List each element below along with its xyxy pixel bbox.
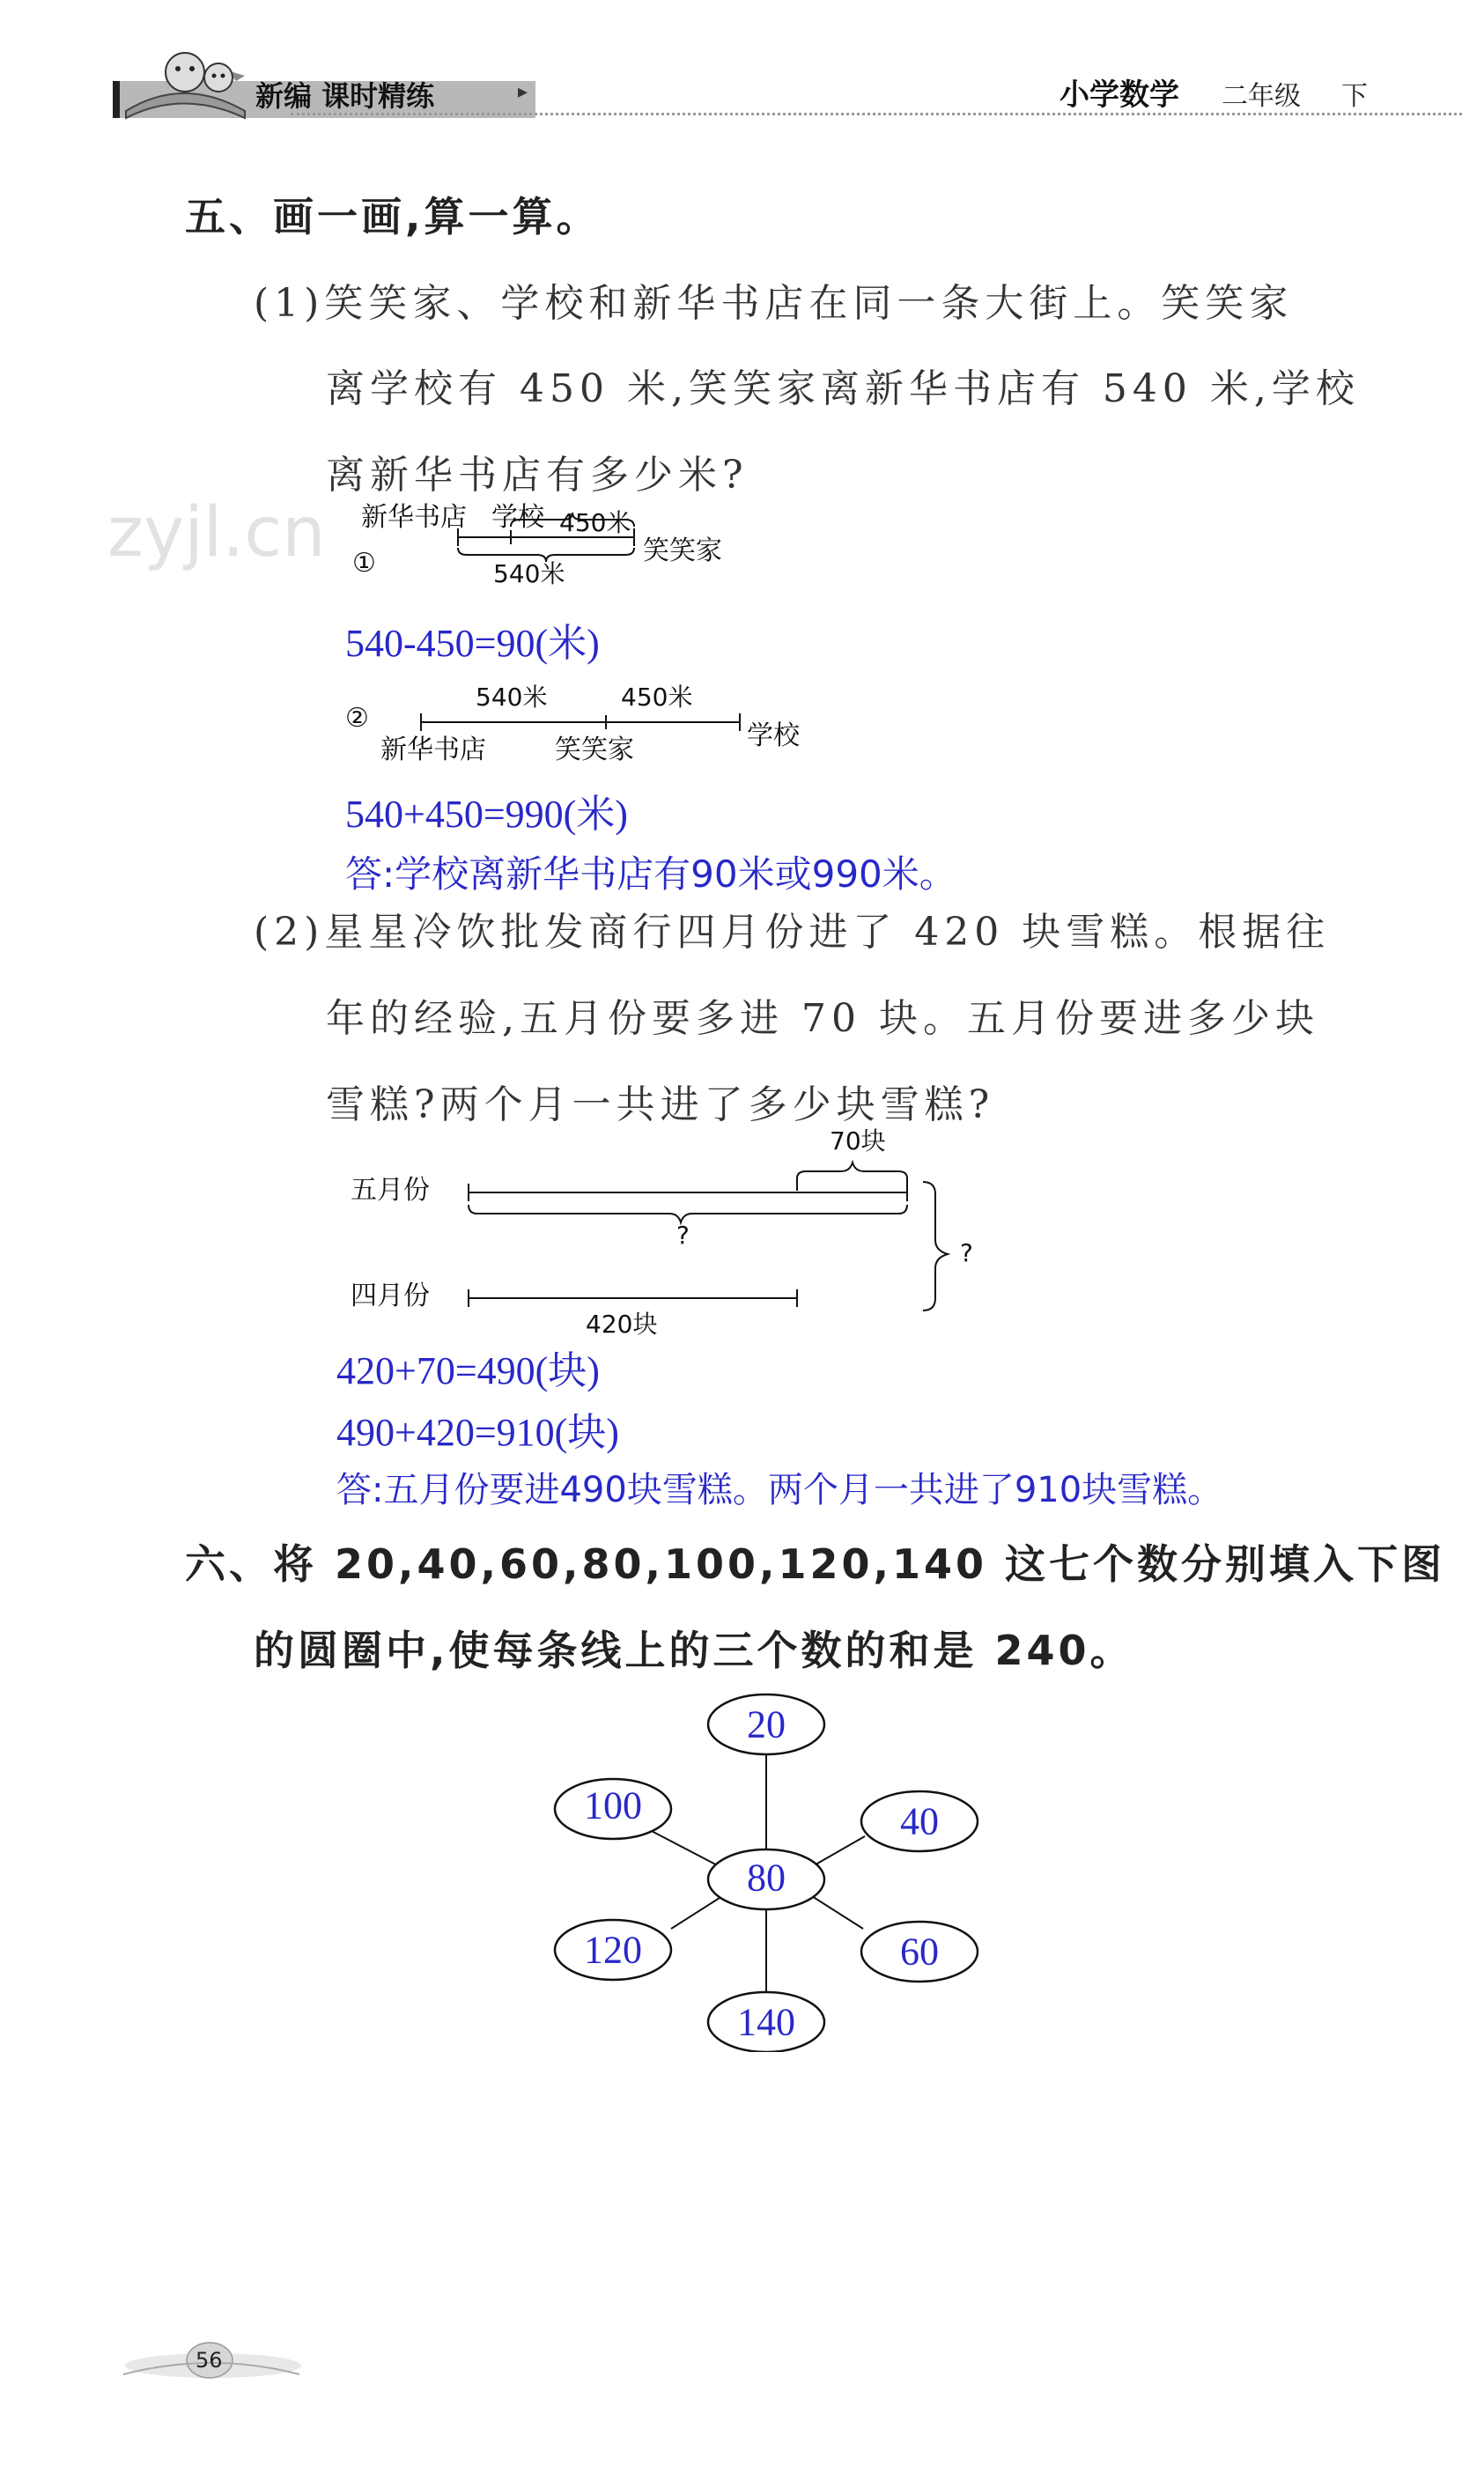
watermark: zyjl.cn (107, 493, 326, 572)
q1-line3: 离新华书店有多少米? (326, 453, 749, 498)
q2-diagram (343, 1117, 995, 1337)
q2-calc1: 420+70=490(块) (336, 1349, 600, 1392)
q2-may-total: ? (676, 1221, 690, 1250)
circle-diagram (546, 1691, 986, 2052)
diagram2 (343, 678, 837, 766)
circle-lower-left-value: 120 (584, 1928, 642, 1972)
series-title: 新编 课时精练 (255, 79, 435, 113)
diagram1-store: 新华书店 (361, 502, 467, 533)
header-arrow-icon: ▸ (518, 81, 528, 103)
page-number-badge (114, 2334, 308, 2387)
q2-line2: 年的经验,五月份要多进 70 块。五月份要进多少块 (326, 996, 1319, 1041)
q2-april-total: 420块 (586, 1310, 658, 1339)
term-label: 下 (1341, 81, 1368, 112)
circle-lower-right-value: 60 (900, 1930, 939, 1974)
q1-line1: (1)笑笑家、学校和新华书店在同一条大街上。笑笑家 (254, 281, 1294, 326)
circle-top-value: 20 (747, 1702, 786, 1746)
diagram1 (343, 493, 757, 590)
grade-label: 二年级 (1222, 81, 1301, 112)
diagram1-school: 学校 (491, 502, 544, 533)
diagram1-450: 450米 (559, 508, 631, 537)
q2-may: 五月份 (351, 1175, 430, 1206)
diagram2-school: 学校 (747, 720, 800, 751)
circle-upper-left-value: 100 (584, 1783, 642, 1827)
diagram2-store: 新华书店 (380, 735, 486, 765)
diagram2-540: 540米 (476, 683, 548, 712)
diagram1-home: 笑笑家 (643, 535, 722, 566)
q2-both-total: ? (960, 1238, 973, 1267)
diagram2-marker: ② (345, 703, 369, 734)
q2-line1: (2)星星冷饮批发商行四月份进了 420 块雪糕。根据往 (254, 910, 1331, 955)
section6-line1: 六、将 20,40,60,80,100,120,140 这七个数分别填入下图 (185, 1540, 1445, 1588)
page-number: 56 (196, 2348, 223, 2373)
q2-answer: 答:五月份要进490块雪糕。两个月一共进了910块雪糕。 (336, 1470, 1223, 1510)
q1-calc2: 540+450=990(米) (345, 793, 628, 836)
diagram2-home: 笑笑家 (555, 735, 634, 765)
diagram1-540: 540米 (493, 559, 565, 588)
q1-answer: 答:学校离新华书店有90米或990米。 (345, 853, 956, 896)
q2-extra: 70块 (830, 1126, 886, 1155)
circle-upper-right-value: 40 (900, 1799, 939, 1843)
q2-april: 四月份 (351, 1281, 430, 1311)
subject-label: 小学数学 (1059, 78, 1179, 113)
q2-calc2: 490+420=910(块) (336, 1411, 619, 1454)
diagram1-marker: ① (352, 548, 376, 579)
circle-center-value: 80 (747, 1856, 786, 1900)
q1-calc1: 540-450=90(米) (345, 622, 600, 665)
book-mascot-icon (122, 41, 254, 120)
section5-title: 五、画一画,算一算。 (185, 193, 601, 240)
header-divider (291, 113, 1462, 115)
q2-line3: 雪糕?两个月一共进了多少块雪糕? (326, 1082, 995, 1127)
q1-line2: 离学校有 450 米,笑笑家离新华书店有 540 米,学校 (326, 366, 1360, 411)
diagram2-450: 450米 (621, 683, 693, 712)
circle-bottom-value: 140 (737, 2000, 795, 2044)
section6-line2: 的圆圈中,使每条线上的三个数的和是 240。 (254, 1627, 1134, 1674)
